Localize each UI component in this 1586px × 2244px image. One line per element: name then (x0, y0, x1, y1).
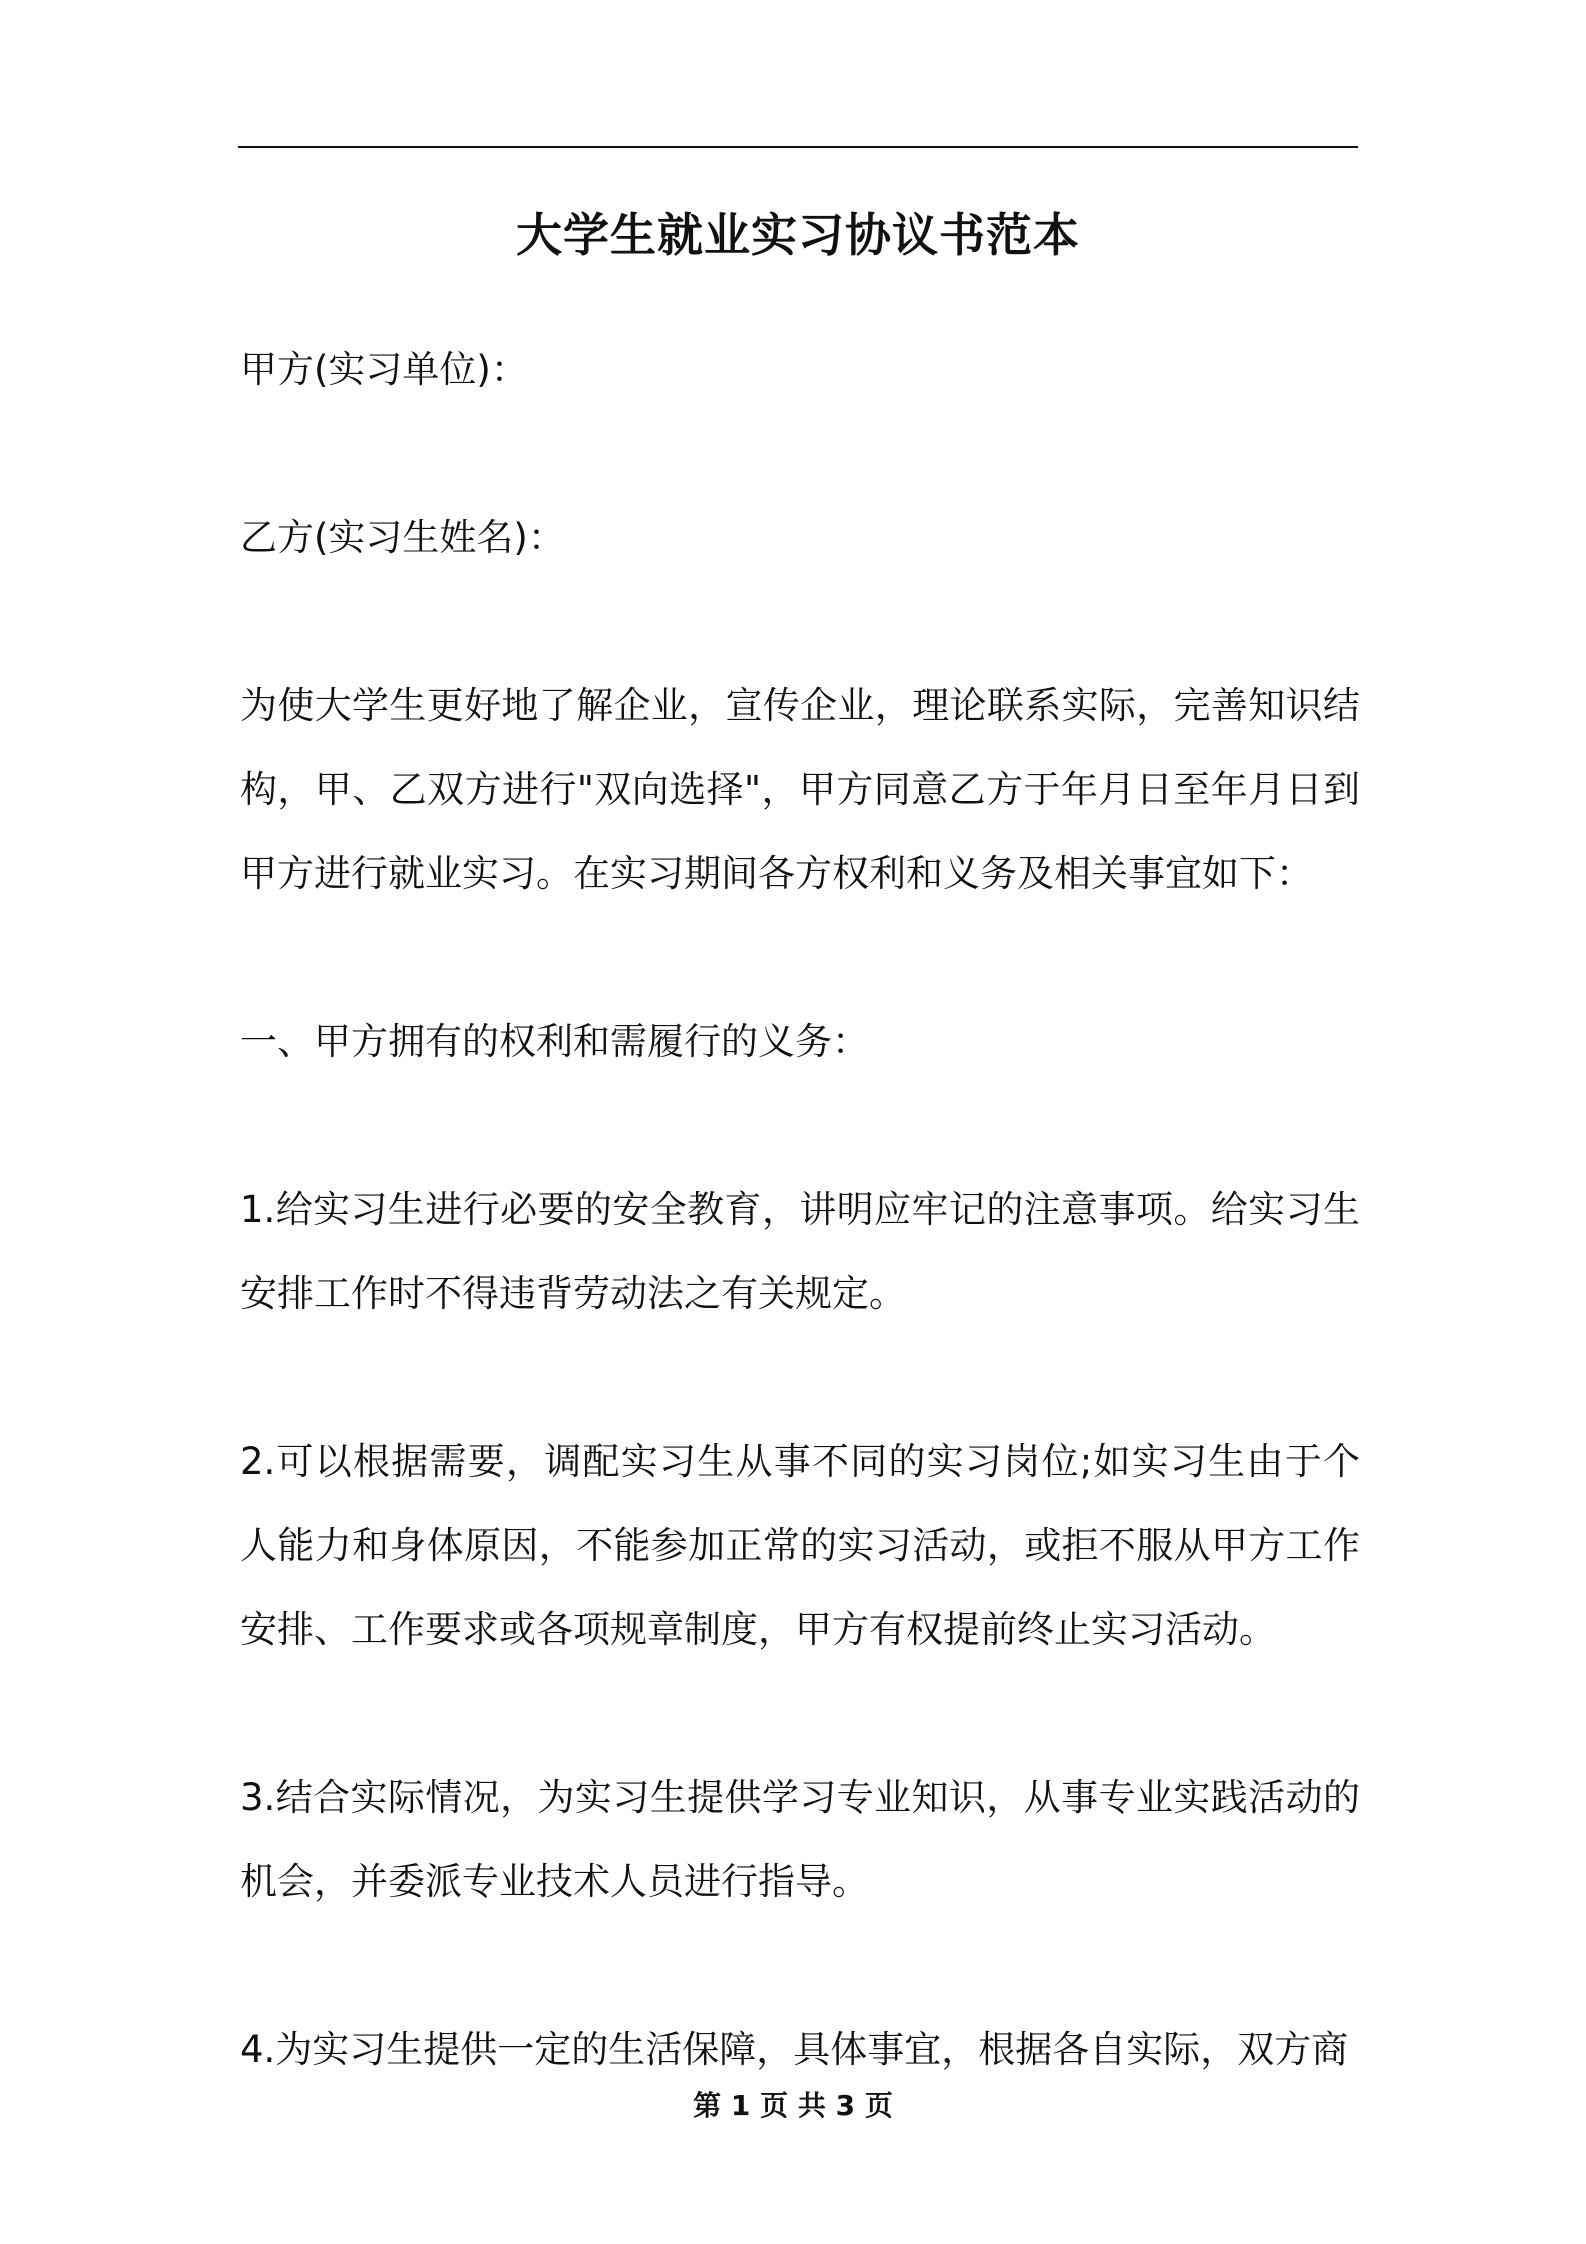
document-title: 大学生就业实习协议书范本 (516, 208, 1080, 262)
preamble-paragraph: 为使大学生更好地了解企业，宣传企业，理论联系实际，完善知识结构，甲、乙双方进行"双向选择"，甲方同意乙方于年月日至年月日到甲方进行就业实习。在实习期间各方权利和义务及相关事宜如下： (240, 684, 1360, 895)
clause-3-paragraph: 3.结合实际情况，为实习生提供学习专业知识，从事专业实践活动的机会，并委派专业技术人员进行指导。 (240, 1776, 1360, 1903)
party-a-line: 甲方(实习单位)： (240, 348, 528, 391)
section-heading-party-a: 一、甲方拥有的权利和需履行的义务： (240, 1020, 869, 1063)
party-b-line: 乙方(实习生姓名)： (240, 516, 565, 559)
document-body (240, 328, 1360, 2092)
clause-4-paragraph: 4.为实习生提供一定的生活保障，具体事宜，根据各自实际，双方商 (240, 2028, 1349, 2071)
page-number: 第 1 页 共 3 页 (693, 2089, 893, 2122)
header-divider (238, 146, 1358, 148)
clause-1-paragraph: 1.给实习生进行必要的安全教育，讲明应牢记的注意事项。给实习生安排工作时不得违背劳动法之有关规定。 (240, 1188, 1360, 1315)
clause-2-paragraph: 2.可以根据需要，调配实习生从事不同的实习岗位;如实习生由于个人能力和身体原因，不能参加正常的实习活动，或拒不服从甲方工作安排、工作要求或各项规章制度，甲方有权提前终止实习活动。 (240, 1440, 1360, 1651)
page-footer (0, 2086, 1586, 2126)
